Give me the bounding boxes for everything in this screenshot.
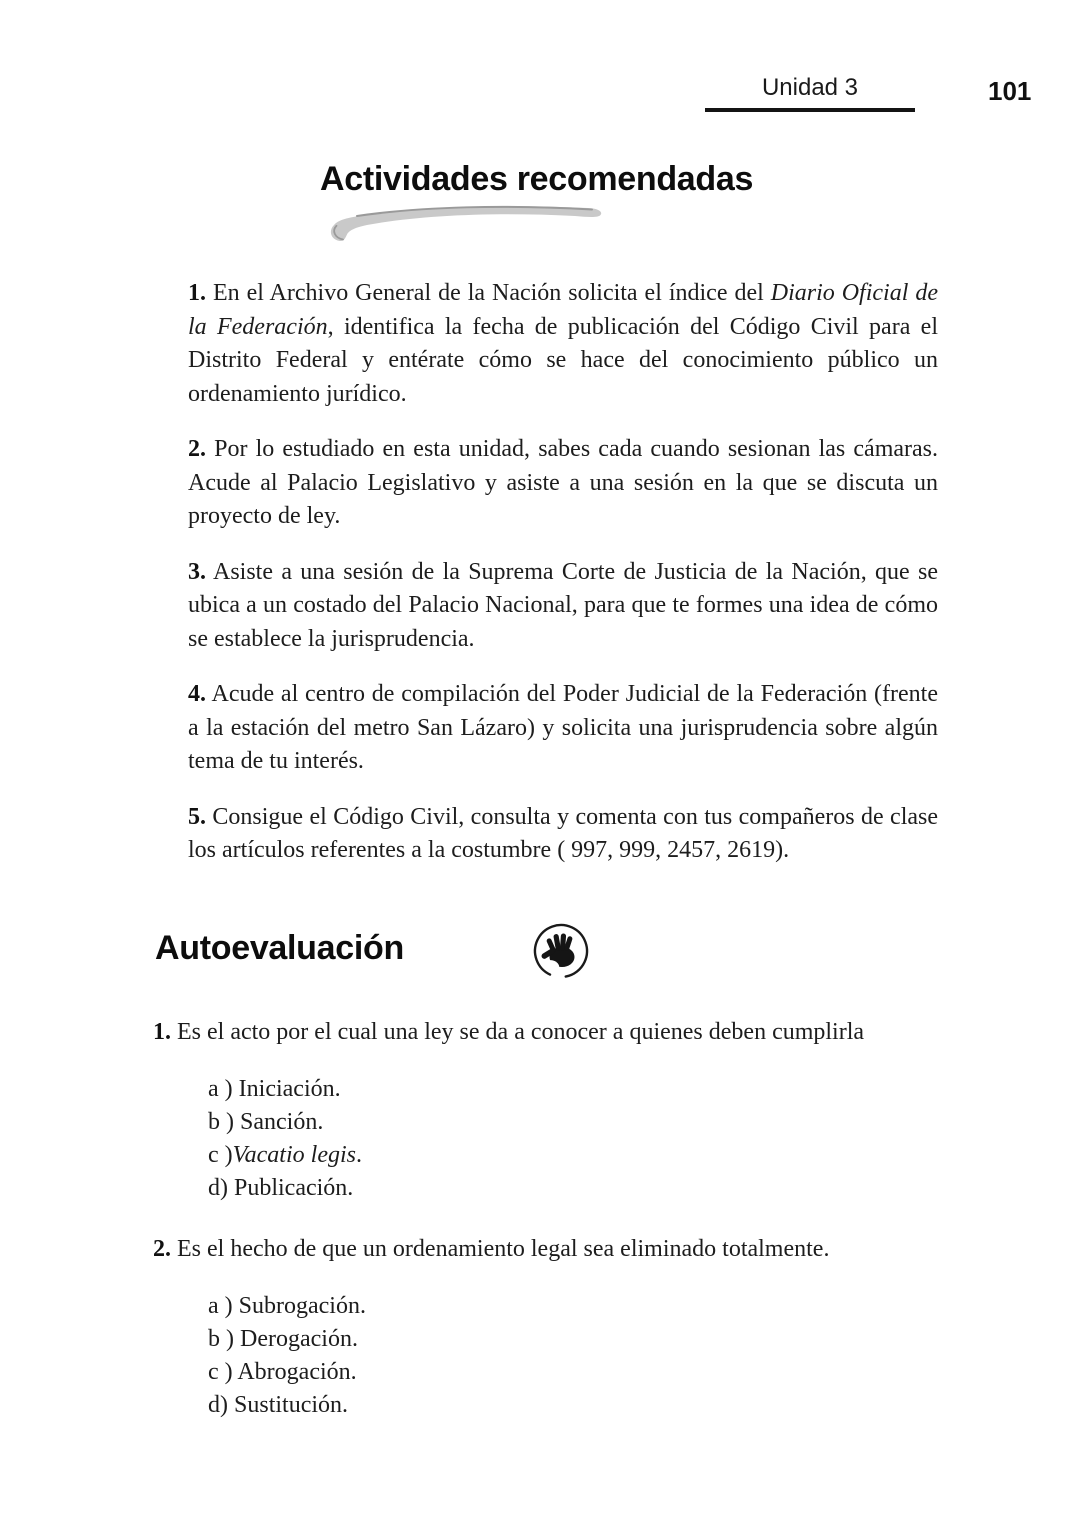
option-text-italic: Vacatio legis: [232, 1142, 356, 1168]
option-item: [208, 1106, 1013, 1139]
option-label: c ): [208, 1142, 233, 1168]
options-list: [153, 1290, 1013, 1422]
activities-list: [188, 277, 938, 890]
activity-item: [188, 678, 938, 779]
option-text: Iniciación.: [238, 1076, 341, 1102]
option-label: c ): [208, 1359, 233, 1385]
option-item: [208, 1356, 1013, 1389]
question-text: 2. Es el hecho de que un ordenamiento legal sea eliminado totalmente.: [153, 1236, 830, 1262]
question-text: 1. Es el acto por el cual una ley se da a conocer a quienes deben cumplirla: [153, 1019, 865, 1045]
activity-number: 2.: [188, 436, 206, 462]
option-suffix: .: [355, 1142, 362, 1168]
option-text: Subrogación.: [238, 1293, 366, 1319]
text-segment: En el Archivo General de la Nación solicita el índice del: [212, 280, 771, 306]
option-item: [208, 1073, 1013, 1106]
activity-number: 3.: [188, 558, 206, 585]
activity-item: [188, 801, 938, 868]
italic-text-segment: Diario Oficial de la Federación: [188, 280, 939, 340]
option-text: Derogación.: [240, 1326, 358, 1352]
page-title: Actividades recomendadas: [320, 160, 754, 198]
option-item: [208, 1172, 1013, 1205]
activity-number: 4.: [188, 681, 206, 707]
questions-list: [153, 1016, 1013, 1450]
option-label: d): [208, 1175, 228, 1201]
page-number: 101: [988, 76, 1032, 106]
option-item: [208, 1323, 1013, 1356]
activity-number: 5.: [188, 803, 206, 830]
activity-item: [188, 556, 938, 657]
question-item: [153, 1016, 1013, 1205]
activity-item: [188, 433, 938, 534]
text-segment: Por lo estudiado en esta unidad, sabes cada cuando sesionan las cámaras. Acude al Palacio Legislativo y asiste a una sesión en la que se discuta un proyecto de ley.: [188, 436, 938, 529]
option-item: [208, 1389, 1013, 1422]
question-number: 2.: [153, 1236, 171, 1262]
unit-header: Unidad 3: [705, 74, 915, 112]
question-number: 1.: [153, 1019, 171, 1045]
activity-item: [188, 277, 938, 411]
text-segment: Asiste a una sesión de la Suprema Corte de Justicia de la Nación, que se ubica a un costado del Palacio Nacional, para que te formes una idea de cómo se establece la jurisprudencia.: [188, 558, 938, 652]
text-segment: Acude al centro de compilación del Poder Judicial de la Federación (frente a la estación del metro San Lázaro) y solicita una jurisprudencia sobre algún tema de tu interés.: [188, 681, 938, 774]
option-text: Sanción.: [240, 1109, 324, 1135]
activity-number: 1.: [188, 280, 206, 306]
option-label: b ): [208, 1109, 234, 1135]
option-label: a ): [208, 1076, 233, 1102]
option-text: Sustitución.: [234, 1392, 349, 1418]
raised-hand-icon: [528, 920, 594, 993]
self-assessment-heading: Autoevaluación: [155, 929, 404, 967]
option-label: a ): [208, 1293, 233, 1319]
option-label: b ): [208, 1326, 234, 1352]
options-list: [153, 1073, 1013, 1205]
question-item: [153, 1233, 1013, 1422]
option-text: Abrogación.: [237, 1359, 357, 1385]
option-text: Publicación.: [234, 1175, 354, 1201]
brush-swoosh-icon: [326, 203, 616, 252]
text-segment: Consigue el Código Civil, consulta y comenta con tus compañeros de clase los artículos referentes a la costumbre ( 997, 999, 2457, 2619).: [188, 803, 939, 863]
option-label: d): [208, 1392, 228, 1418]
text-segment: , identifica la fecha de publicación del Código Civil para el Distrito Federal y entérate cómo se hace del conocimiento público un ordenamiento jurídico.: [188, 313, 938, 407]
option-item: [208, 1139, 1013, 1172]
option-item: [208, 1290, 1013, 1323]
